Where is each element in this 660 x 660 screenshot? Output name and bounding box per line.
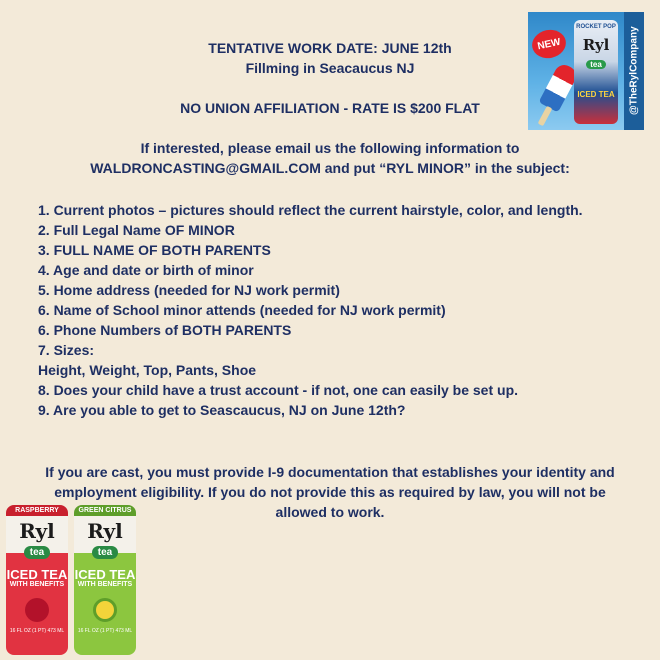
can-tea: tea (92, 546, 118, 559)
list-item: 4. Age and date or birth of minor (38, 262, 254, 278)
union-rate: NO UNION AFFILIATION - RATE IS $200 FLAT (180, 100, 480, 116)
promo-image (528, 12, 644, 130)
interest-line-1: If interested, please email us the following information to (140, 140, 520, 156)
requirements-list (38, 200, 628, 420)
list-item: 6. Name of School minor attends (needed for NJ work permit) (38, 302, 446, 318)
can-product: ICED TEA (6, 567, 68, 582)
can-tagline: WITH BENEFITS (9, 581, 65, 588)
filming-location: Fillming in Seacaucus NJ (245, 60, 415, 76)
can-product: ICED TEA (74, 567, 136, 582)
list-item: 1. Current photos – pictures should reflect the current hairstyle, color, and length. (38, 202, 583, 218)
legal-notice: If you are cast, you must provide I-9 documentation that establishes your identity and employment eligibility. If you do not provide this as required by law, you will not be allowed to work. (45, 464, 615, 520)
list-item: 5. Home address (needed for NJ work permit) (38, 282, 340, 298)
promo-can-brand: Ryl (582, 36, 610, 54)
can-brand: Ryl (87, 519, 123, 543)
can-flavor: GREEN CITRUS (74, 505, 136, 516)
promo-handle: @TheRylCompany (624, 12, 644, 130)
promo-can-tea: tea (586, 60, 606, 69)
can-size: 16 FL OZ (1 PT) 473 ML (9, 628, 65, 634)
promo-can-flavor: ROCKET POP (576, 24, 616, 30)
list-item: Height, Weight, Top, Pants, Shoe (38, 362, 257, 378)
can-brand: Ryl (19, 519, 55, 543)
list-item: 9. Are you able to get to Seascaucus, NJ on June 12th? (38, 402, 406, 418)
list-item: 2. Full Legal Name OF MINOR (38, 222, 235, 238)
can-size: 16 FL OZ (1 PT) 473 ML (77, 628, 133, 634)
can-tea: tea (24, 546, 50, 559)
lime-icon (93, 598, 117, 622)
promo-can (574, 20, 618, 124)
interest-line-2: WALDRONCASTING@GMAIL.COM and put “RYL MINOR” in the subject: (90, 160, 570, 176)
raspberry-can (6, 505, 68, 655)
work-date: TENTATIVE WORK DATE: JUNE 12th (208, 40, 452, 56)
popsicle-stick (538, 106, 553, 126)
can-tagline: WITH BENEFITS (77, 581, 133, 588)
can-flavor: RASPBERRY (6, 505, 68, 516)
interest-instructions (0, 138, 660, 178)
list-item: 3. FULL NAME OF BOTH PARENTS (38, 242, 271, 258)
list-item: 6. Phone Numbers of BOTH PARENTS (38, 322, 292, 338)
list-item: 8. Does your child have a trust account - if not, one can easily be set up. (38, 382, 519, 398)
new-badge: NEW (529, 27, 568, 61)
raspberry-icon (25, 598, 49, 622)
promo-can-product: ICED TEA (577, 90, 615, 99)
green-citrus-can (74, 505, 136, 655)
list-item: 7. Sizes: (38, 342, 95, 358)
